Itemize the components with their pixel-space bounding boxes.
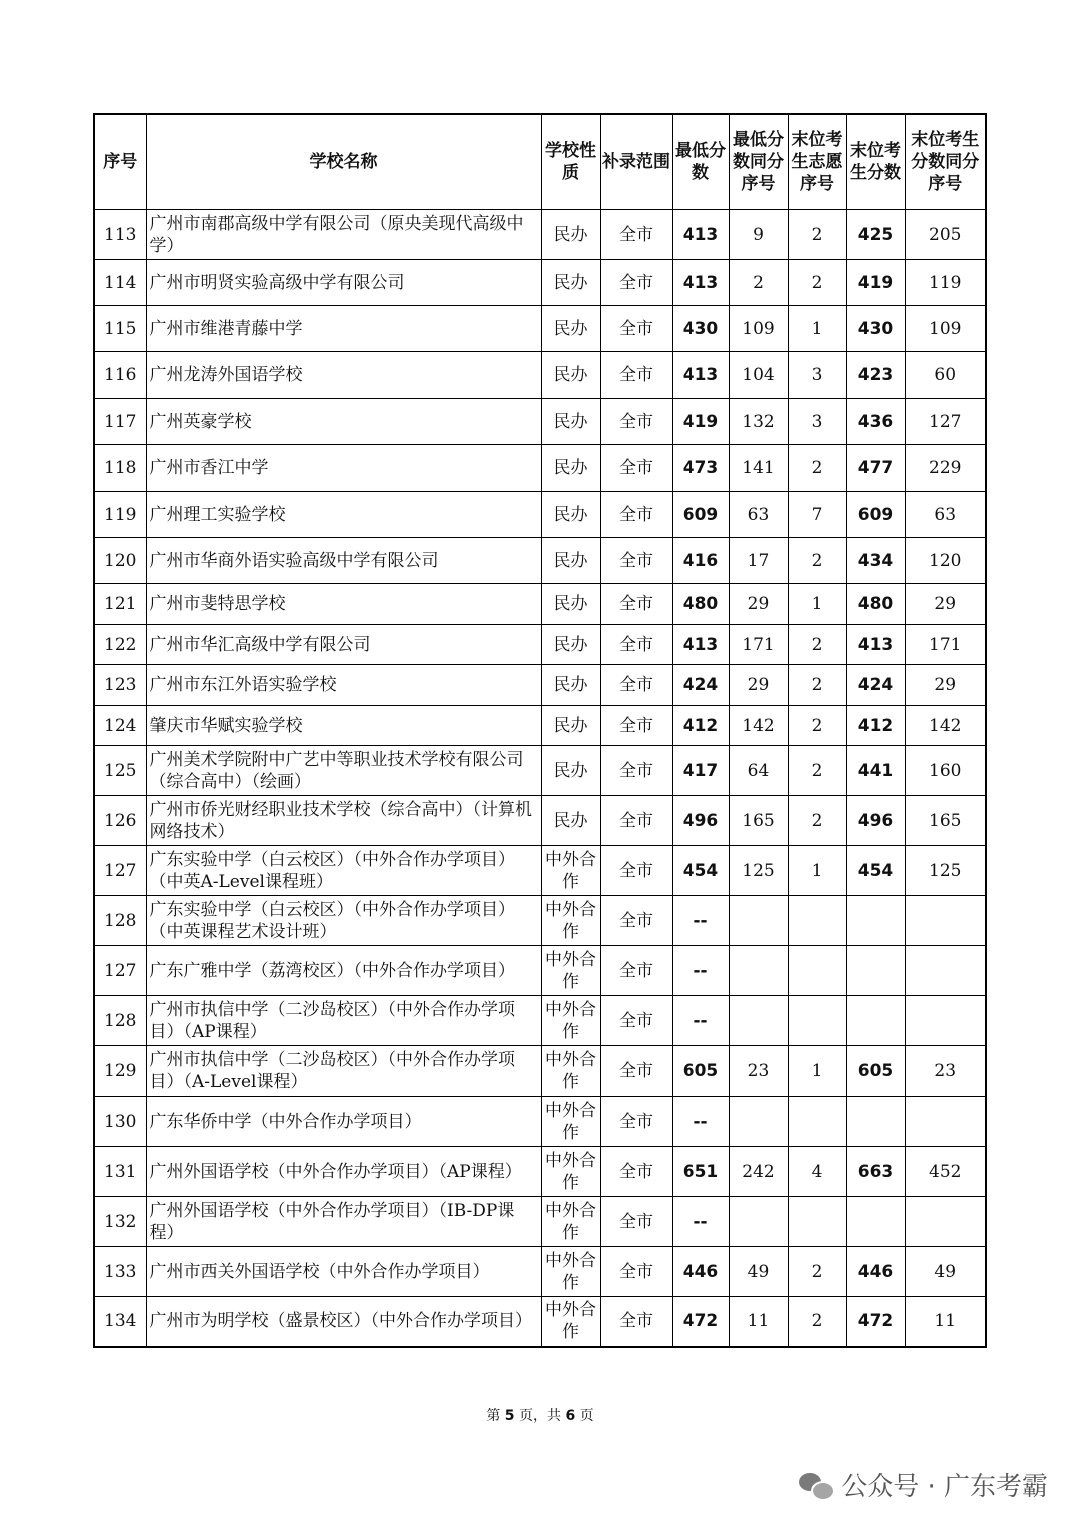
row-min-score: 417 xyxy=(672,746,729,796)
row-min-same: 49 xyxy=(729,1247,788,1297)
row-school-name: 广州市西关外国语学校（中外合作办学项目） xyxy=(146,1247,541,1297)
row-seq: 130 xyxy=(94,1097,146,1147)
row-last-choice xyxy=(788,896,846,946)
row-last-same: 127 xyxy=(905,399,986,445)
row-last-choice: 2 xyxy=(788,1247,846,1297)
watermark-text: 公众号 · 广东考霸 xyxy=(841,1472,1048,1502)
row-min-same: 141 xyxy=(729,445,788,492)
row-scope: 全市 xyxy=(600,584,672,625)
row-last-same: 23 xyxy=(905,1046,986,1097)
row-seq: 119 xyxy=(94,492,146,538)
row-min-score: 496 xyxy=(672,796,729,846)
row-last-choice: 2 xyxy=(788,625,846,665)
row-last-choice: 2 xyxy=(788,445,846,492)
row-min-same: 125 xyxy=(729,846,788,896)
row-seq: 116 xyxy=(94,352,146,399)
row-last-choice: 1 xyxy=(788,846,846,896)
table-row xyxy=(94,896,986,946)
row-min-score: 430 xyxy=(672,306,729,352)
row-last-score xyxy=(846,1097,905,1147)
row-scope: 全市 xyxy=(600,492,672,538)
row-school-name: 广州市斐特思学校 xyxy=(146,584,541,625)
table-row xyxy=(94,584,986,625)
row-school-type: 民办 xyxy=(541,492,600,538)
row-last-same: 49 xyxy=(905,1247,986,1297)
row-last-same: 29 xyxy=(905,665,986,706)
watermark xyxy=(799,1466,1048,1503)
row-min-same xyxy=(729,1197,788,1247)
row-min-same xyxy=(729,896,788,946)
row-scope: 全市 xyxy=(600,1046,672,1097)
row-scope: 全市 xyxy=(600,665,672,706)
row-last-choice: 2 xyxy=(788,260,846,306)
row-last-choice: 2 xyxy=(788,1297,846,1347)
row-school-name: 广州市维港青藤中学 xyxy=(146,306,541,352)
row-last-score: 477 xyxy=(846,445,905,492)
row-min-score: -- xyxy=(672,1097,729,1147)
footer-prefix: 第 xyxy=(486,1408,501,1424)
row-last-choice xyxy=(788,996,846,1046)
row-last-same: 109 xyxy=(905,306,986,352)
row-school-name: 广东广雅中学（荔湾校区）（中外合作办学项目） xyxy=(146,946,541,996)
row-school-type: 中外合作 xyxy=(541,1046,600,1097)
table-row xyxy=(94,846,986,896)
row-seq: 120 xyxy=(94,538,146,584)
row-school-type: 民办 xyxy=(541,584,600,625)
row-scope: 全市 xyxy=(600,260,672,306)
row-last-same: 205 xyxy=(905,210,986,260)
header-type: 学校性质 xyxy=(541,114,600,210)
row-school-name: 广州市香江中学 xyxy=(146,445,541,492)
row-last-choice: 3 xyxy=(788,352,846,399)
row-seq: 132 xyxy=(94,1197,146,1247)
row-min-same xyxy=(729,1097,788,1147)
row-min-score: 413 xyxy=(672,352,729,399)
row-last-same: 29 xyxy=(905,584,986,625)
row-min-score: 473 xyxy=(672,445,729,492)
row-last-score: 419 xyxy=(846,260,905,306)
header-last-same: 末位考生分数同分序号 xyxy=(905,114,986,210)
row-last-same: 171 xyxy=(905,625,986,665)
row-min-score: 412 xyxy=(672,706,729,746)
page-footer xyxy=(0,1405,1080,1425)
row-scope: 全市 xyxy=(600,746,672,796)
row-min-same: 29 xyxy=(729,665,788,706)
row-min-score: 419 xyxy=(672,399,729,445)
row-scope: 全市 xyxy=(600,946,672,996)
table-row xyxy=(94,1247,986,1297)
row-min-score: 446 xyxy=(672,1247,729,1297)
row-last-score: 430 xyxy=(846,306,905,352)
table-row xyxy=(94,306,986,352)
row-min-same: 165 xyxy=(729,796,788,846)
row-min-same: 2 xyxy=(729,260,788,306)
row-seq: 122 xyxy=(94,625,146,665)
row-min-same: 142 xyxy=(729,706,788,746)
row-school-type: 中外合作 xyxy=(541,1197,600,1247)
row-last-score: 423 xyxy=(846,352,905,399)
row-last-choice: 2 xyxy=(788,538,846,584)
row-min-same: 171 xyxy=(729,625,788,665)
header-last-score: 末位考生分数 xyxy=(846,114,905,210)
table-row xyxy=(94,746,986,796)
row-school-type: 中外合作 xyxy=(541,1297,600,1347)
header-name: 学校名称 xyxy=(146,114,541,210)
row-last-score: 412 xyxy=(846,706,905,746)
row-min-score: 651 xyxy=(672,1147,729,1197)
row-last-choice: 4 xyxy=(788,1147,846,1197)
row-school-name: 广州市侨光财经职业技术学校（综合高中）（计算机网络技术） xyxy=(146,796,541,846)
table-row xyxy=(94,210,986,260)
row-last-score: 480 xyxy=(846,584,905,625)
row-school-name: 广州市东江外语实验学校 xyxy=(146,665,541,706)
admission-table xyxy=(93,113,987,1348)
row-school-type: 民办 xyxy=(541,665,600,706)
row-school-type: 中外合作 xyxy=(541,946,600,996)
row-min-same: 17 xyxy=(729,538,788,584)
row-school-type: 中外合作 xyxy=(541,896,600,946)
row-min-same: 104 xyxy=(729,352,788,399)
row-last-same: 452 xyxy=(905,1147,986,1197)
row-min-score: -- xyxy=(672,896,729,946)
row-min-score: 472 xyxy=(672,1297,729,1347)
row-school-name: 广州外国语学校（中外合作办学项目）（AP课程） xyxy=(146,1147,541,1197)
table-row xyxy=(94,946,986,996)
row-scope: 全市 xyxy=(600,1197,672,1247)
row-last-choice: 2 xyxy=(788,706,846,746)
row-min-same: 109 xyxy=(729,306,788,352)
row-last-same: 160 xyxy=(905,746,986,796)
table-row xyxy=(94,492,986,538)
row-min-score: -- xyxy=(672,1197,729,1247)
row-last-choice: 2 xyxy=(788,746,846,796)
row-last-same xyxy=(905,1097,986,1147)
header-seq: 序号 xyxy=(94,114,146,210)
row-last-same: 63 xyxy=(905,492,986,538)
row-school-name: 广州市华汇高级中学有限公司 xyxy=(146,625,541,665)
row-last-score: 496 xyxy=(846,796,905,846)
table-row xyxy=(94,1097,986,1147)
row-school-type: 民办 xyxy=(541,306,600,352)
row-school-type: 民办 xyxy=(541,260,600,306)
row-min-score: 413 xyxy=(672,625,729,665)
row-last-choice: 3 xyxy=(788,399,846,445)
row-seq: 123 xyxy=(94,665,146,706)
row-school-name: 广东实验中学（白云校区）（中外合作办学项目）（中英A-Level课程班） xyxy=(146,846,541,896)
row-last-same: 120 xyxy=(905,538,986,584)
row-min-same xyxy=(729,946,788,996)
table-row xyxy=(94,445,986,492)
row-last-score: 454 xyxy=(846,846,905,896)
header-min-same: 最低分数同分序号 xyxy=(729,114,788,210)
row-last-same: 11 xyxy=(905,1297,986,1347)
row-scope: 全市 xyxy=(600,625,672,665)
row-last-same: 229 xyxy=(905,445,986,492)
footer-page-total: 6 xyxy=(565,1408,576,1424)
table-row xyxy=(94,1046,986,1097)
row-last-same xyxy=(905,946,986,996)
row-min-score: 609 xyxy=(672,492,729,538)
row-school-type: 民办 xyxy=(541,706,600,746)
footer-middle: 页，共 xyxy=(519,1408,561,1424)
row-school-name: 广州龙涛外国语学校 xyxy=(146,352,541,399)
row-scope: 全市 xyxy=(600,306,672,352)
row-school-name: 广州市明贤实验高级中学有限公司 xyxy=(146,260,541,306)
row-seq: 118 xyxy=(94,445,146,492)
row-last-choice: 7 xyxy=(788,492,846,538)
row-school-type: 民办 xyxy=(541,746,600,796)
row-school-type: 中外合作 xyxy=(541,1247,600,1297)
row-school-name: 广州市执信中学（二沙岛校区）（中外合作办学项目）（A-Level课程） xyxy=(146,1046,541,1097)
row-scope: 全市 xyxy=(600,1247,672,1297)
row-school-name: 广州市为明学校（盛景校区）（中外合作办学项目） xyxy=(146,1297,541,1347)
row-school-name: 广州外国语学校（中外合作办学项目）（IB-DP课程） xyxy=(146,1197,541,1247)
row-last-score: 434 xyxy=(846,538,905,584)
footer-page-number: 5 xyxy=(504,1408,515,1424)
row-min-score: 416 xyxy=(672,538,729,584)
row-scope: 全市 xyxy=(600,1097,672,1147)
row-school-type: 民办 xyxy=(541,538,600,584)
row-scope: 全市 xyxy=(600,1147,672,1197)
row-last-choice xyxy=(788,946,846,996)
row-seq: 124 xyxy=(94,706,146,746)
row-min-score: 413 xyxy=(672,210,729,260)
row-last-same: 165 xyxy=(905,796,986,846)
row-school-name: 广州市南郡高级中学有限公司（原央美现代高级中学） xyxy=(146,210,541,260)
row-min-same xyxy=(729,996,788,1046)
row-min-score: 413 xyxy=(672,260,729,306)
row-last-score: 446 xyxy=(846,1247,905,1297)
table-row xyxy=(94,352,986,399)
table-row xyxy=(94,625,986,665)
row-last-same: 60 xyxy=(905,352,986,399)
table-row xyxy=(94,665,986,706)
row-min-same: 9 xyxy=(729,210,788,260)
row-last-choice xyxy=(788,1197,846,1247)
row-last-choice xyxy=(788,1097,846,1147)
row-min-score: 480 xyxy=(672,584,729,625)
row-seq: 128 xyxy=(94,996,146,1046)
table-row xyxy=(94,706,986,746)
table-row xyxy=(94,1297,986,1347)
row-school-name: 广州市执信中学（二沙岛校区）（中外合作办学项目）（AP课程） xyxy=(146,996,541,1046)
row-last-choice: 2 xyxy=(788,796,846,846)
row-last-score xyxy=(846,946,905,996)
row-seq: 117 xyxy=(94,399,146,445)
header-min-score: 最低分数 xyxy=(672,114,729,210)
table-row xyxy=(94,399,986,445)
row-scope: 全市 xyxy=(600,399,672,445)
row-seq: 127 xyxy=(94,846,146,896)
row-school-type: 中外合作 xyxy=(541,846,600,896)
row-school-type: 中外合作 xyxy=(541,996,600,1046)
row-seq: 128 xyxy=(94,896,146,946)
row-last-same xyxy=(905,996,986,1046)
row-school-type: 民办 xyxy=(541,445,600,492)
row-last-same xyxy=(905,1197,986,1247)
row-last-same: 142 xyxy=(905,706,986,746)
row-school-name: 广州美术学院附中广艺中等职业技术学校有限公司（综合高中）（绘画） xyxy=(146,746,541,796)
row-last-score: 413 xyxy=(846,625,905,665)
row-min-same: 29 xyxy=(729,584,788,625)
row-seq: 133 xyxy=(94,1247,146,1297)
row-last-same: 119 xyxy=(905,260,986,306)
wechat-icon xyxy=(799,1471,833,1499)
row-min-score: 454 xyxy=(672,846,729,896)
row-seq: 129 xyxy=(94,1046,146,1097)
row-last-score: 441 xyxy=(846,746,905,796)
row-seq: 121 xyxy=(94,584,146,625)
row-school-type: 中外合作 xyxy=(541,1097,600,1147)
row-school-type: 民办 xyxy=(541,625,600,665)
header-scope: 补录范围 xyxy=(600,114,672,210)
row-last-choice: 2 xyxy=(788,665,846,706)
row-last-score xyxy=(846,896,905,946)
row-school-name: 广东实验中学（白云校区）（中外合作办学项目）（中英课程艺术设计班） xyxy=(146,896,541,946)
header-last-choice: 末位考生志愿序号 xyxy=(788,114,846,210)
row-scope: 全市 xyxy=(600,1297,672,1347)
row-school-name: 广东华侨中学（中外合作办学项目） xyxy=(146,1097,541,1147)
row-scope: 全市 xyxy=(600,706,672,746)
row-seq: 113 xyxy=(94,210,146,260)
row-school-type: 民办 xyxy=(541,399,600,445)
row-last-score: 663 xyxy=(846,1147,905,1197)
row-scope: 全市 xyxy=(600,538,672,584)
row-scope: 全市 xyxy=(600,796,672,846)
table-row xyxy=(94,996,986,1046)
row-min-same: 242 xyxy=(729,1147,788,1197)
row-last-score xyxy=(846,1197,905,1247)
row-last-choice: 2 xyxy=(788,210,846,260)
row-scope: 全市 xyxy=(600,445,672,492)
row-seq: 131 xyxy=(94,1147,146,1197)
table-row xyxy=(94,260,986,306)
row-seq: 115 xyxy=(94,306,146,352)
row-school-type: 中外合作 xyxy=(541,1147,600,1197)
row-last-choice: 1 xyxy=(788,306,846,352)
row-school-name: 肇庆市华赋实验学校 xyxy=(146,706,541,746)
table-row xyxy=(94,1147,986,1197)
row-scope: 全市 xyxy=(600,210,672,260)
row-min-same: 23 xyxy=(729,1046,788,1097)
row-school-name: 广州英豪学校 xyxy=(146,399,541,445)
table-row xyxy=(94,796,986,846)
row-seq: 134 xyxy=(94,1297,146,1347)
row-min-score: -- xyxy=(672,946,729,996)
row-school-name: 广州市华商外语实验高级中学有限公司 xyxy=(146,538,541,584)
row-scope: 全市 xyxy=(600,996,672,1046)
row-last-score: 605 xyxy=(846,1046,905,1097)
row-min-same: 63 xyxy=(729,492,788,538)
table-row xyxy=(94,538,986,584)
row-last-score: 425 xyxy=(846,210,905,260)
row-scope: 全市 xyxy=(600,846,672,896)
row-last-score xyxy=(846,996,905,1046)
row-last-choice: 1 xyxy=(788,584,846,625)
row-last-score: 609 xyxy=(846,492,905,538)
row-last-choice: 1 xyxy=(788,1046,846,1097)
row-min-same: 11 xyxy=(729,1297,788,1347)
row-school-name: 广州理工实验学校 xyxy=(146,492,541,538)
row-last-score: 472 xyxy=(846,1297,905,1347)
row-min-score: -- xyxy=(672,996,729,1046)
row-seq: 127 xyxy=(94,946,146,996)
row-scope: 全市 xyxy=(600,352,672,399)
row-last-same xyxy=(905,896,986,946)
row-min-same: 64 xyxy=(729,746,788,796)
row-min-same: 132 xyxy=(729,399,788,445)
footer-suffix: 页 xyxy=(579,1408,594,1424)
row-school-type: 民办 xyxy=(541,796,600,846)
table-row xyxy=(94,1197,986,1247)
row-last-score: 436 xyxy=(846,399,905,445)
row-scope: 全市 xyxy=(600,896,672,946)
row-last-score: 424 xyxy=(846,665,905,706)
row-school-type: 民办 xyxy=(541,210,600,260)
row-min-score: 424 xyxy=(672,665,729,706)
row-seq: 126 xyxy=(94,796,146,846)
row-seq: 125 xyxy=(94,746,146,796)
row-school-type: 民办 xyxy=(541,352,600,399)
row-last-same: 125 xyxy=(905,846,986,896)
row-min-score: 605 xyxy=(672,1046,729,1097)
row-seq: 114 xyxy=(94,260,146,306)
header-row xyxy=(94,114,986,210)
